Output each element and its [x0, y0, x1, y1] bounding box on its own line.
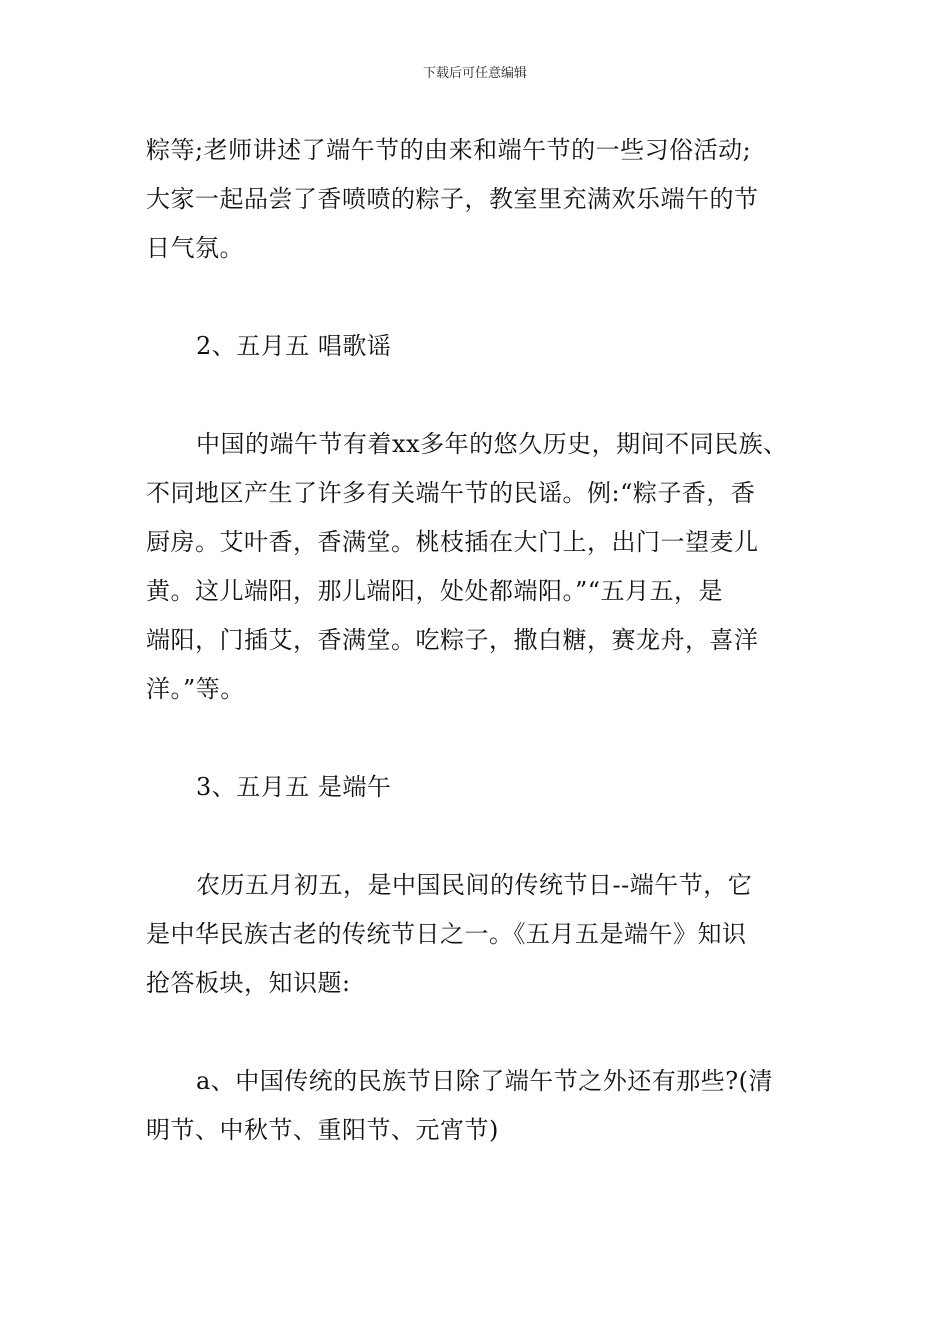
- page-header: 下载后可任意编辑: [422, 66, 527, 81]
- paragraph-spacer: [146, 273, 826, 322]
- paragraph-activity-summary: [146, 126, 826, 273]
- section-heading: 2、五月五 唱歌谣: [196, 332, 392, 360]
- paragraph-spacer: [146, 371, 826, 420]
- text-line: 黄。这儿端阳，那儿端阳，处处都端阳。”“五月五，是: [146, 577, 724, 605]
- paragraph-spacer: [146, 714, 826, 763]
- text-line: 端阳，门插艾，香满堂。吃粽子，撒白糖，赛龙舟，喜洋: [146, 626, 759, 654]
- text-line: a、中国传统的民族节日除了端午节之外还有那些?(清: [196, 1067, 774, 1095]
- text-line: 粽等;老师讲述了端午节的由来和端午节的一些习俗活动;: [146, 136, 752, 164]
- paragraph-festival-intro: [146, 861, 826, 1008]
- paragraph-spacer: [146, 812, 826, 861]
- text-line: 日气氛。: [146, 234, 244, 262]
- text-line: 明节、中秋节、重阳节、元宵节): [146, 1116, 499, 1144]
- text-line: 是中华民族古老的传统节日之一。《五月五是端午》知识: [146, 920, 747, 948]
- text-line: 大家一起品尝了香喷喷的粽子，教室里充满欢乐端午的节: [146, 185, 759, 213]
- text-line: 抢答板块，知识题:: [146, 969, 351, 997]
- text-line: 中国的端午节有着xx多年的悠久历史，期间不同民族、: [196, 430, 788, 458]
- section-heading-songs: [146, 322, 826, 371]
- document-body: [146, 126, 826, 1155]
- section-heading: 3、五月五 是端午: [196, 773, 392, 801]
- text-line: 厨房。艾叶香，香满堂。桃枝插在大门上，出门一望麦儿: [146, 528, 759, 556]
- text-line: 不同地区产生了许多有关端午节的民谣。例:“粽子香，香: [146, 479, 756, 507]
- text-line: 农历五月初五，是中国民间的传统节日--端午节，它: [196, 871, 753, 899]
- paragraph-spacer: [146, 1008, 826, 1057]
- paragraph-quiz-question: [146, 1057, 826, 1155]
- section-heading-duanwu: [146, 763, 826, 812]
- text-line: 洋。”等。: [146, 675, 245, 703]
- paragraph-folk-songs: [146, 420, 826, 714]
